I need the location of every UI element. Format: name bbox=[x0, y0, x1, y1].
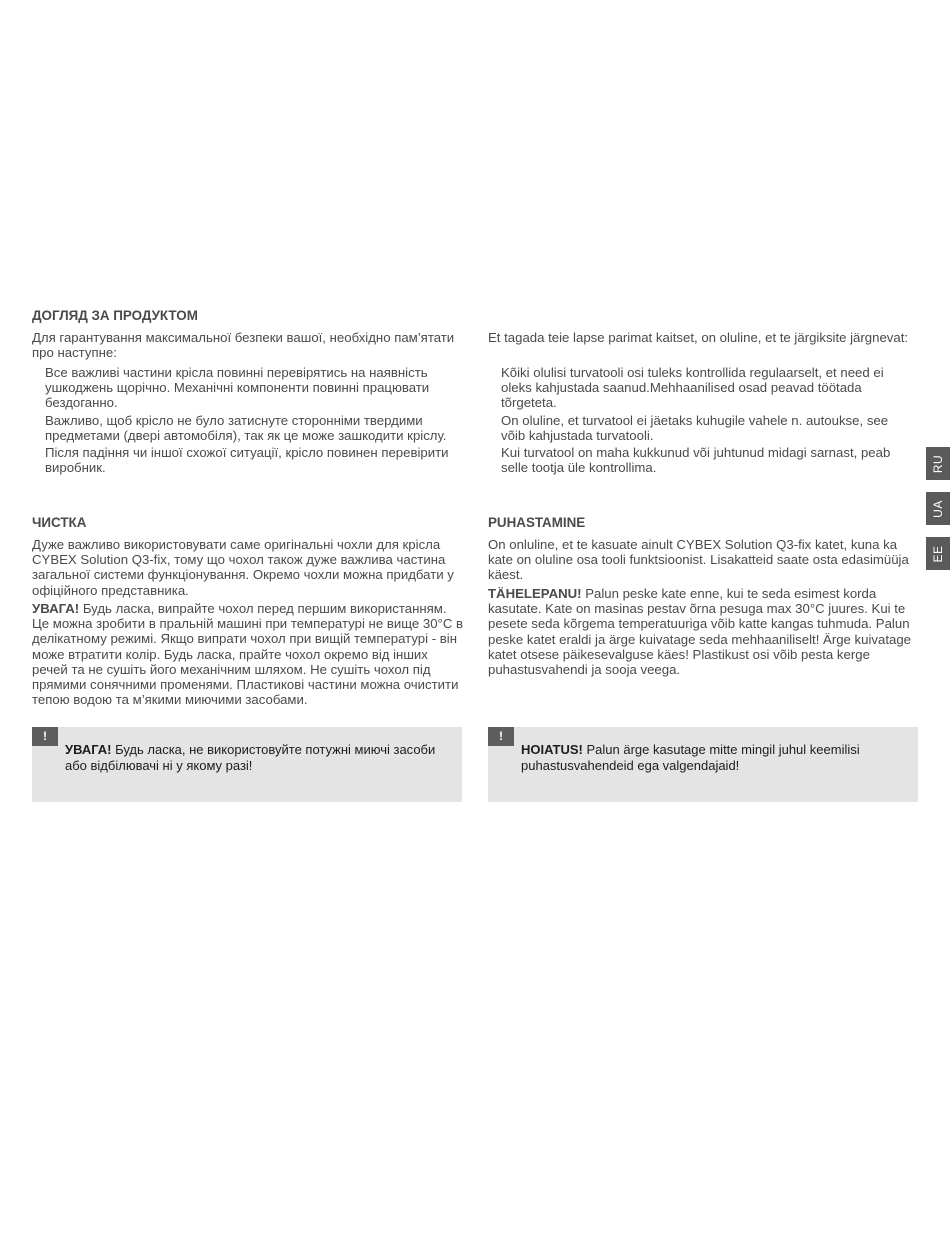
list-item: Все важливі частини крісла повинні перевірятись на наявність ушкоджень щорічно. Механічні компоненти повинні працювати бездоганно. bbox=[45, 365, 430, 411]
ee-attention-text: Palun peske kate enne, kui te seda esimest korda kasutate. Kate on masinas pestav õrna pesuga max 30°C juures. Kui te pesete seda kõrgema temperatuuriga võib katte kangas tuhmuda. Palun peske katet eraldi ja ärge kuivatage seda mehhaaniliselt! Ärge kuivatage katet otsese päikesevalguse käes! Plastikust osi võib pesta kerge puhastusvahendi ja sooja veega. bbox=[488, 586, 911, 678]
list-item: Kui turvatool on maha kukkunud või juhtunud midagi sarnast, peab selle tootja üle kontrollima. bbox=[501, 445, 891, 476]
lang-tab-ua[interactable] bbox=[926, 492, 950, 525]
lang-tab-ru[interactable] bbox=[926, 447, 950, 480]
list-item: Kõiki olulisi turvatooli osi tuleks kontrollida regulaarselt, et need ei oleks kahjustada saanud.Mehhaanilised osad peavad töötada tõrgeteta. bbox=[501, 365, 884, 411]
ee-attention-label: TÄHELEPANU! bbox=[488, 586, 582, 601]
ee-warning-body: Palun ärge kasutage mitte mingil juhul keemilisi puhastusvahendeid ega valgendajaid! bbox=[521, 742, 860, 773]
warning-icon: ! bbox=[32, 727, 58, 746]
ua-warning-label: УВАГА! bbox=[65, 742, 112, 757]
list-item: Після падіння чи іншої схожої ситуації, крісло повинен перевірити виробник. bbox=[45, 445, 449, 476]
ua-warning-box bbox=[32, 727, 462, 802]
lang-tab-ee[interactable] bbox=[926, 537, 950, 570]
lang-tab-label: RU bbox=[931, 454, 945, 473]
ee-care-list bbox=[488, 365, 908, 477]
lang-tab-label: UA bbox=[931, 499, 945, 518]
lang-tab-label: EE bbox=[931, 544, 945, 563]
ee-warning-text bbox=[521, 742, 913, 773]
ua-attention-text: Будь ласка, випрайте чохол перед першим використанням. Це можна зробити в пральній машині при температурі не вище 30°С в делікатному режимі. Якщо випрати чохол при вищій температурі - він може втратити колір. Будь ласка, прайте чохол окремо від інших речей та не сушіть його механічним шляхом. Не сушіть чохол під прямими сонячними променями. Пластикові частини можна очистити тепою водою та м’якими миючими засобами. bbox=[32, 601, 464, 708]
list-item: On oluline, et turvatool ei jäetaks kuhugile vahele n. autoukse, see võib kahjustada turvatooli. bbox=[501, 412, 889, 443]
ee-care-intro: Et tagada teie lapse parimat kaitset, on oluline, et te järgiksite järgnevat: bbox=[488, 330, 909, 345]
ua-cleaning-para: Дуже важливо використовувати саме оригінальні чохли для крісла CYBEX Solution Q3-fix, тому що чохол також дуже важлива частина загальної системи функціонування. Окремо чохли можна придбати у офіційного представника. bbox=[32, 537, 454, 598]
ee-cleaning-attention bbox=[488, 586, 920, 677]
ee-cleaning-para: On onluline, et te kasuate ainult CYBEX Solution Q3-fix katet, kuna ka kate on oluline osa tooli funktsioonist. Lisakatteid saate osta edasimüüja käest. bbox=[488, 537, 909, 583]
ee-warning-box bbox=[488, 727, 918, 802]
ee-warning-label: HOIATUS! bbox=[521, 742, 583, 757]
ee-cleaning-heading: PUHASTAMINE bbox=[488, 515, 586, 530]
ua-attention-label: УВАГА! bbox=[32, 601, 80, 616]
ua-warning-text bbox=[65, 742, 457, 773]
ua-care-heading: ДОГЛЯД ЗА ПРОДУКТОМ bbox=[32, 308, 198, 323]
warning-icon: ! bbox=[488, 727, 514, 746]
ua-cleaning-attention bbox=[32, 601, 464, 707]
ua-warning-body: Будь ласка, не використовуйте потужні миючі засоби або відбілювачі ні у якому разі! bbox=[65, 742, 436, 773]
ua-cleaning-heading: ЧИСТКА bbox=[32, 515, 87, 530]
ua-care-list bbox=[32, 365, 452, 477]
ua-care-intro: Для гарантування максимальної безпеки вашої, необхідно пам’ятати про наступне: bbox=[32, 330, 455, 361]
list-item: Важливо, щоб крісло не було затиснуте сторонніми твердими предметами (двері автомобіля), так як це може зашкодити кріслу. bbox=[45, 412, 447, 443]
